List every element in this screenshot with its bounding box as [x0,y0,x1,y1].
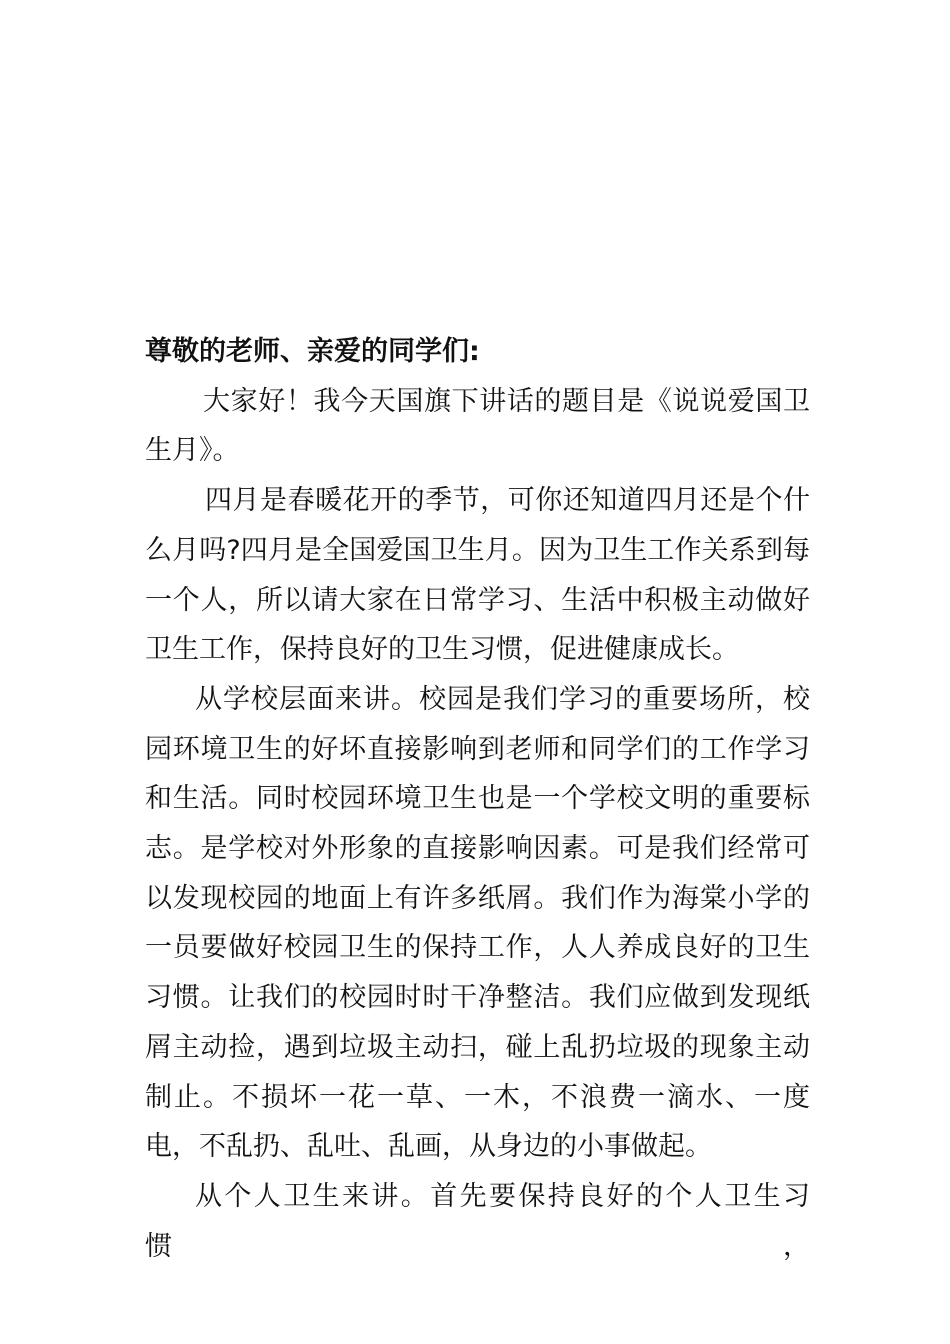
paragraph-3: 从学校层面来讲。校园是我们学习的重要场所，校园环境卫生的好坏直接影响到老师和同学们的工作学习和生活。同时校园环境卫生也是一个学校文明的重要标志。是学校对外形象的直接影响因素。可是我们经常可以发现校园的地面上有许多纸屑。我们作为海棠小学的一员要做好校园卫生的保持工作，人人养成良好的卫生习惯。让我们的校园时时干净整洁。我们应做到发现纸屑主动捡，遇到垃圾主动扫，碰上乱扔垃圾的现象主动制止。不损坏一花一草、一木，不浪费一滴水、一度电，不乱扔、乱吐、乱画，从身边的小事做起。 [145,683,810,1163]
paragraph-4: 从个人卫生来讲。首先要保持良好的个人卫生习惯， [145,1180,810,1262]
paragraph-2: 四月是春暖花开的季节，可你还知道四月还是个什么月吗?四月是全国爱国卫生月。因为卫生工作关系到每一个人，所以请大家在日常学习、生活中积极主动做好卫生工作，保持良好的卫生习惯，促进健康成长。 [145,485,810,666]
paragraph-1: 大家好！我今天国旗下讲话的题目是《说说爱国卫生月》。 [145,385,810,467]
speech-text [145,327,810,1271]
greeting: 尊敬的老师、亲爱的同学们: [145,336,480,367]
